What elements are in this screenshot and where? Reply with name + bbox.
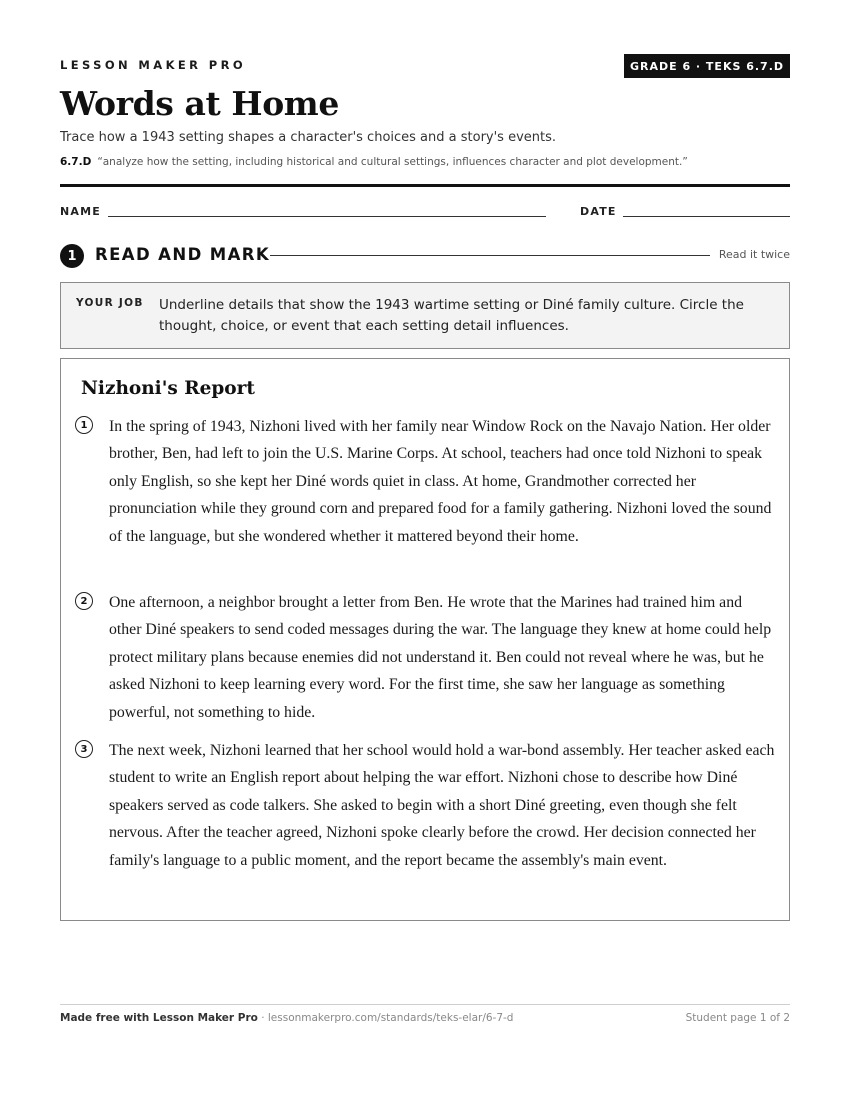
story-paragraph	[75, 413, 775, 550]
brand-name: LESSON MAKER PRO	[60, 58, 247, 72]
standard-code: 6.7.D	[60, 156, 92, 168]
paragraph-number: 1	[75, 416, 93, 434]
grade-badge: GRADE 6 · TEKS 6.7.D	[624, 54, 790, 78]
your-job-box	[60, 282, 790, 349]
story-paragraph	[75, 737, 775, 874]
your-job-label: YOUR JOB	[76, 297, 144, 309]
paragraph-number: 2	[75, 592, 93, 610]
footer-divider	[60, 1004, 790, 1005]
paragraph-text: The next week, Nizhoni learned that her school would hold a war-bond assembly. Her teacher asked each student to write an English report about helping the war effort. Nizhoni chose to describe how Diné speakers served as code talkers. She asked to begin with a short Diné greeting, even though she felt nervous. After the teacher agreed, Nizhoni spoke clearly before the crowd. Her decision connected her family's language to a public moment, and the report became the assembly's main event.	[109, 742, 775, 869]
header-divider	[60, 184, 790, 187]
standard-text: “analyze how the setting, including historical and cultural settings, influences character and plot development.”	[97, 156, 688, 168]
date-label: DATE	[580, 205, 617, 218]
worksheet-page	[60, 0, 790, 1100]
your-job-text: Underline details that show the 1943 wartime setting or Diné family culture. Circle the thought, choice, or event that each setting detail influences.	[159, 297, 744, 334]
footer-url[interactable]: · lessonmakerpro.com/standards/teks-elar/6-7-d	[257, 1012, 514, 1024]
paragraph-text: In the spring of 1943, Nizhoni lived with her family near Window Rock on the Navajo Nation. Her older brother, Ben, had left to join the U.S. Marine Corps. At school, teachers had once told Nizhoni to speak only English, so she kept her Diné words quiet in class. At home, Grandmother corrected her pronunciation while they ground corn and prepared food for a family gathering. Nizhoni loved the sound of the language, but she wondered whether it mattered beyond their home.	[109, 418, 772, 545]
story-passage-box	[60, 358, 790, 921]
section-note: Read it twice	[718, 248, 790, 261]
page-title: Words at Home	[60, 84, 339, 123]
standard-line	[60, 156, 688, 168]
page-subtitle: Trace how a 1943 setting shapes a character's choices and a story's events.	[60, 130, 557, 145]
story-title: Nizhoni's Report	[81, 378, 255, 399]
paragraph-text: One afternoon, a neighbor brought a letter from Ben. He wrote that the Marines had trained him and other Diné speakers to send coded messages during the war. The language they knew at home could help protect military plans because enemies did not understand it. Ben could not reveal where he was, but he asked Nizhoni to keep learning every word. For the first time, she saw her language as something powerful, not something to hide.	[109, 594, 772, 721]
section-divider	[270, 255, 710, 256]
footer-page-number: Student page 1 of 2	[685, 1012, 790, 1024]
footer-credit	[60, 1012, 513, 1024]
name-label: NAME	[60, 205, 101, 218]
paragraph-number: 3	[75, 740, 93, 758]
section-number-badge: 1	[60, 244, 84, 268]
footer-made-with: Made free with Lesson Maker Pro	[60, 1012, 258, 1024]
section-title: READ AND MARK	[95, 245, 271, 264]
story-paragraph	[75, 589, 775, 726]
date-field[interactable]	[623, 216, 790, 217]
name-field[interactable]	[108, 216, 546, 217]
